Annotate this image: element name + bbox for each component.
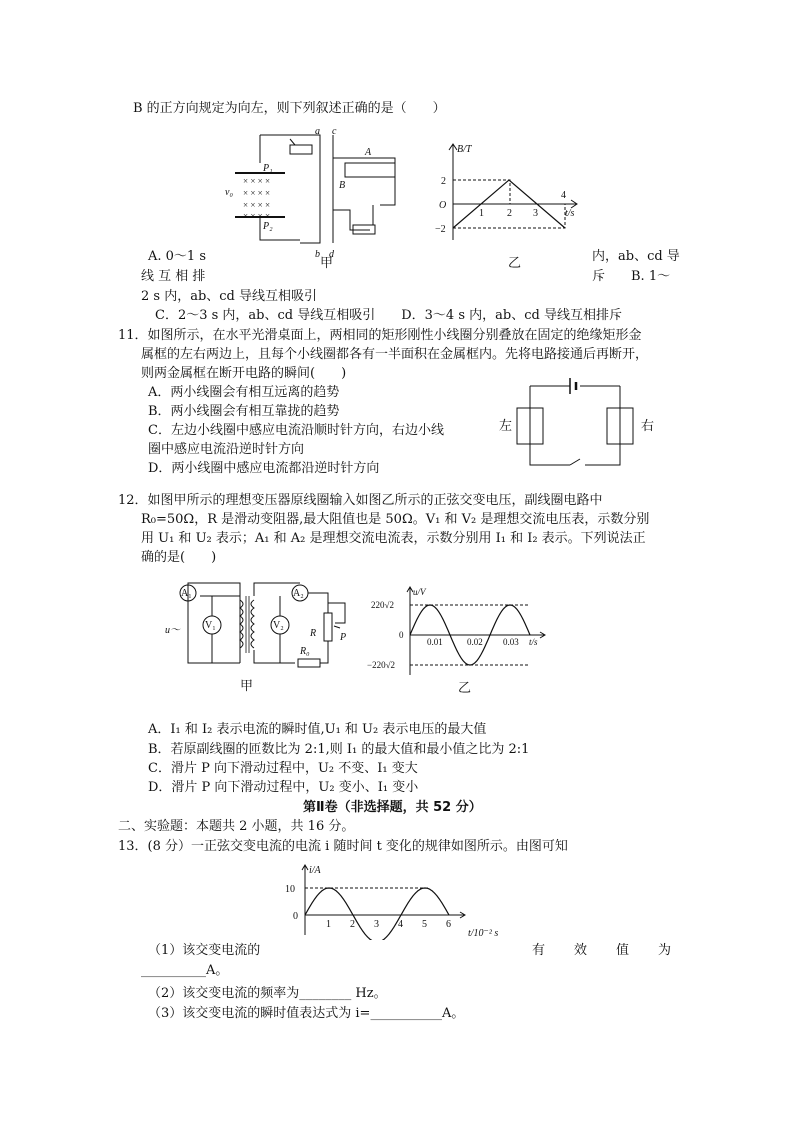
q10-option-a-end: 内，ab、cd 导 [592,249,680,264]
label-c: c [332,126,337,137]
bt-tick-4: 4 [561,190,566,201]
q12-fig-b-caption: 乙 [458,681,472,696]
bt-tick-neg2: −2 [435,224,446,235]
voltmeter-v1: V₁ [205,620,216,631]
slider-p: P [340,632,347,643]
ammeter-a2: A₂ [293,588,304,599]
label-P1: P₁ [263,163,273,174]
ammeter-a1: A₁ [181,588,192,599]
q13-part1-blank[interactable]: __________A。 [141,963,229,978]
svg-text:× × × ×: × × × × [243,211,271,221]
q12-option-d: D．滑片 P 向下滑动过程中，U₂ 变小、I₁ 变小 [148,780,419,795]
u-tick-002: 0.02 [467,637,483,647]
q10-option-b-cont: 2 s 内，ab、cd 导线互相吸引 [141,289,318,304]
i-tick-5: 5 [422,919,427,930]
i-series-line [305,888,449,940]
bt-ylabel: B/T [457,144,472,155]
label-v0: v₀ [225,187,233,198]
svg-text:× × × ×: × × × × [243,200,271,210]
u-xlabel: t/s [529,637,538,647]
label-P2: P₂ [263,221,273,232]
u-tick-003: 0.03 [503,637,519,647]
q11-stem-1: 11．如图所示，在水平光滑桌面上，两相同的矩形刚性小线圈分别叠放在固定的绝缘矩形金 [118,328,642,343]
q12-stem-2: R₀=50Ω，R 是滑动变阻器,最大阻值也是 50Ω。V₁ 和 V₂ 是理想交流电压表，示数分别 [141,512,650,527]
voltmeter-v2: V₂ [273,620,284,631]
q11-left-label: 左 [499,418,513,433]
i-tick-2: 2 [350,919,355,930]
q11-option-c: C．左边小线圈中感应电流沿顺时针方向，右边小线 [148,423,444,438]
i-tick-3: 3 [374,919,379,930]
q13-current-graph [275,860,525,940]
q12-stem-3: 用 U₁ 和 U₂ 表示；A₁ 和 A₂ 是理想交流电流表，示数分别用 I₁ 和 I₂ 表示。下列说法正 [141,531,646,546]
bt-tick-3: 3 [533,208,538,219]
label-a: a [315,126,320,137]
q12-option-c: C．滑片 P 向下滑动过程中，U₂ 不变、I₁ 变大 [148,761,418,776]
q12-stem-1: 12．如图甲所示的理想变压器原线圈输入如图乙所示的正弦交变电压，副线圈电路中 [118,493,603,508]
u-tick-max: 220√2 [371,600,394,610]
q13-part2[interactable]: （2）该交变电流的频率为________ Hz。 [148,986,387,1001]
q11-option-b: B．两小线圈会有相互靠拢的趋势 [148,404,340,419]
resistor-r0: R₀ [300,646,310,657]
q12-option-b: B．若原副线圈的匝数比为 2:1,则 I₁ 的最大值和最小值之比为 2:1 [148,742,530,757]
q12-stem-4: 确的是( ) [141,550,217,565]
u-ylabel: u/V [413,587,426,597]
q10-stem: B 的正方向规定为向左，则下列叙述正确的是（ ） [133,101,446,116]
bt-tick-2s: 2 [507,208,512,219]
resistor-r: R [310,628,317,639]
u-tick-zero: 0 [399,630,404,640]
q11-option-d: D．两小线圈中感应电流都沿逆时针方向 [148,461,380,476]
q13-part3[interactable]: （3）该交变电流的瞬时值表达式为 i=___________A。 [148,1006,465,1021]
q10-circuit-figure [205,125,420,265]
source-u: u～ [165,625,180,636]
q13-part1-cont: 有 效 值 为 [532,943,673,958]
bt-tick-1: 1 [479,208,484,219]
bt-xlabel: t/s [565,208,575,219]
q11-option-a: A．两小线圈会有相互远离的趋势 [148,385,340,400]
label-d: d [329,249,334,260]
u-tick-001: 0.01 [427,637,443,647]
q11-circuit-figure [495,370,665,475]
q10-option-b-start: 斥 B. 1～ [592,269,671,284]
q12-voltage-graph [365,585,565,677]
i-tick-4: 4 [398,919,403,930]
label-B: B [339,180,346,191]
q12-option-a: A．I₁ 和 I₂ 表示电流的瞬时值,U₁ 和 U₂ 表示电压的最大值 [148,722,487,737]
q11-right-label: 右 [641,418,655,433]
q11-stem-3: 则两金属框在断开电路的瞬间( ) [141,366,347,381]
q12-fig-a-caption: 甲 [240,679,254,694]
i-tick-0: 0 [293,911,298,922]
label-A: A [365,147,372,158]
q13-stem: 13．(8 分）一正弦交变电流的电流 i 随时间 t 变化的规律如图所示。由图可知 [118,839,568,854]
q12-transformer-circuit [160,578,360,693]
magnetic-field-crosses [243,176,270,221]
i-xlabel: t/10⁻² s [468,928,499,939]
q10-options-cd: C．2～3 s 内，ab、cd 导线互相吸引 D．3～4 s 内，ab、cd 导线互相排斥 [155,308,622,323]
q10-fig-b-caption: 乙 [508,256,522,271]
section-2-subtitle: 二、实验题：本题共 2 小题，共 16 分。 [118,819,355,834]
bt-tick-2: 2 [441,176,446,187]
i-tick-1: 1 [326,919,331,930]
i-ylabel: i/A [309,865,321,876]
svg-text:× × × ×: × × × × [243,188,271,198]
q11-stem-2: 属框的左右两边上，且每个小线圈都各有一半面积在金属框内。先将电路接通后再断开， [141,347,649,362]
label-b: b [315,249,320,260]
q11-option-c-cont: 圈中感应电流沿逆时针方向 [148,442,305,457]
q10-option-a-start: A. 0～1 s [148,249,206,264]
bt-origin: O [439,200,447,211]
i-tick-10: 10 [285,884,295,895]
q10-bt-graph [425,140,595,245]
q10-fig-a-caption: 甲 [320,256,334,271]
u-tick-min: −220√2 [367,660,396,670]
q10-option-a-cont: 线 互 相 排 [141,269,206,284]
section-2-title: 第Ⅱ卷（非选择题，共 52 分） [303,800,482,815]
q13-part1: （1）该交变电流的 [148,943,261,958]
i-tick-6: 6 [446,919,451,930]
svg-text:× × × ×: × × × × [243,176,271,186]
